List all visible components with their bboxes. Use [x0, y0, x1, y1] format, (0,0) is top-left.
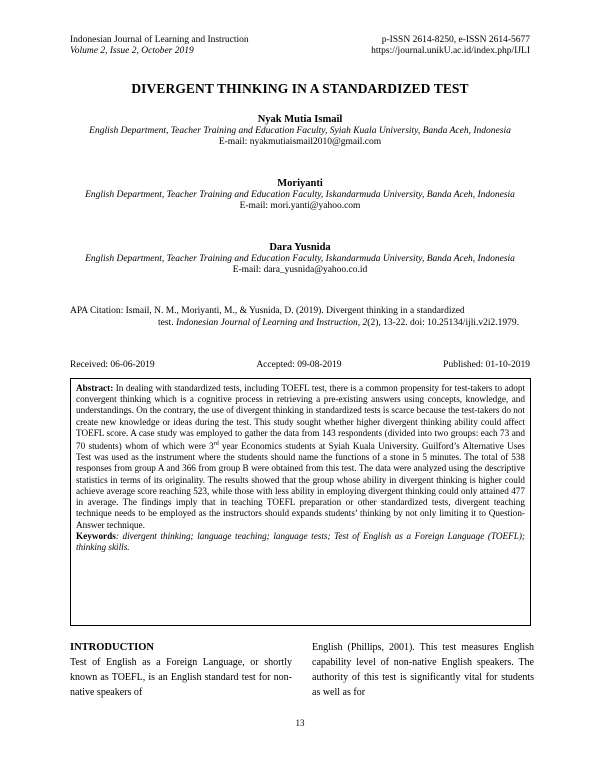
journal-url[interactable]: https://journal.unikU.ac.id/index.php/IJLI	[371, 46, 530, 56]
author-email: E-mail: mori.yanti@yahoo.com	[239, 201, 361, 211]
date-published: Published: 01-10-2019	[443, 360, 530, 370]
author-email: E-mail: dara_yusnida@yahoo.co.id	[232, 265, 368, 275]
author-block-2	[70, 178, 530, 213]
author-affiliation: English Department, Teacher Training and Education Faculty, Iskandarmuda University, Banda Aceh, Indonesia	[85, 253, 515, 264]
journal-issn: p-ISSN 2614-8250, e-ISSN 2614-5677	[381, 35, 530, 45]
author-name: Dara Yusnida	[269, 242, 331, 253]
journal-header-left	[70, 35, 249, 57]
paper-title: DIVERGENT THINKING IN A STANDARDIZED TEST	[131, 81, 469, 96]
journal-header-right	[371, 35, 530, 57]
date-received: Received: 06-06-2019	[70, 360, 155, 370]
section-heading: INTRODUCTION	[70, 642, 155, 653]
author-email: E-mail: nyakmutiaismail2010@gmail.com	[218, 137, 382, 147]
abstract-text: In dealing with standardized tests, including TOEFL test, there is a common propensity for test-takers to adopt convergent thinking which is a cognitive process in retrieving a pre-existing answers using concepts, knowledge, and understandings. On the contrary, the use of divergent thinking in standardized tests is scarce because the test-takers do not create new knowledge or ideas during the test. This study sought whether higher divergent thinking ability could affect TOEFL score. A case study was employed to gather the data from 143 respondents (divided into two groups: each 73 and 70 students) whom of which were 3rd year Economics students at Syiah Kuala University. Guilford’s Alternative Uses Test was used as the instrument where the students should name the functions of a stone in 5 minutes. The total of 538 responses from group A and 366 from group B were obtained from this test. The data were analyzed using the descriptive statistics in terms of its originality. The results showed that the group whose ability in divergent thinking is higher could achieve average score reaching 523, while those with less ability in employing divergent thinking could only attained 477 in average. The findings imply that in teaching TOEFL preparation or other standardized tests, divergent teaching technique needs to be employed as the instructors should expands students’ thinking by not only limiting it to Question-Answer technique.	[76, 383, 525, 530]
journal-name: Indonesian Journal of Learning and Instruction	[70, 35, 249, 45]
abstract-label: Abstract:	[76, 383, 114, 393]
author-block-1	[70, 114, 530, 149]
author-name: Nyak Mutia Ismail	[257, 114, 343, 125]
citation-rest: test. Indonesian Journal of Learning and Instruction, 2(2), 13-22. doi: 10.25134/ijli.v2i2.1979.	[158, 318, 520, 328]
intro-left-column	[70, 640, 292, 700]
citation-label: APA Citation:	[70, 306, 124, 316]
intro-left-text: Test of English as a Foreign Language, or shortly known as TOEFL, is an English standard test for non-native speakers of	[70, 657, 292, 698]
author-affiliation: English Department, Teacher Training and Education Faculty, Syiah Kuala University, Banda Aceh, Indonesia	[89, 125, 511, 136]
author-name: Moriyanti	[277, 178, 323, 189]
abstract-box	[70, 378, 531, 626]
citation-first: Ismail, N. M., Moriyanti, M., & Yusnida, D. (2019). Divergent thinking in a standardized	[125, 306, 465, 316]
apa-citation	[70, 305, 530, 329]
publication-dates	[70, 360, 530, 370]
date-accepted: Accepted: 09-08-2019	[256, 360, 342, 370]
author-affiliation: English Department, Teacher Training and Education Faculty, Iskandarmuda University, Banda Aceh, Indonesia	[85, 189, 515, 200]
journal-volume: Volume 2, Issue 2, October 2019	[70, 46, 194, 56]
intro-right-text: English (Phillips, 2001). This test measures English capability level of non-native English speakers. The authority of this test is significantly vital for students as well as for	[312, 642, 534, 698]
author-block-3	[70, 242, 530, 277]
page-number: 13	[295, 718, 305, 728]
keywords: Keywords: divergent thinking; language teaching; language tests; Test of English as a Foreign Language (TOEFL); thinking skills.	[76, 530, 525, 552]
intro-right-column	[312, 640, 534, 700]
